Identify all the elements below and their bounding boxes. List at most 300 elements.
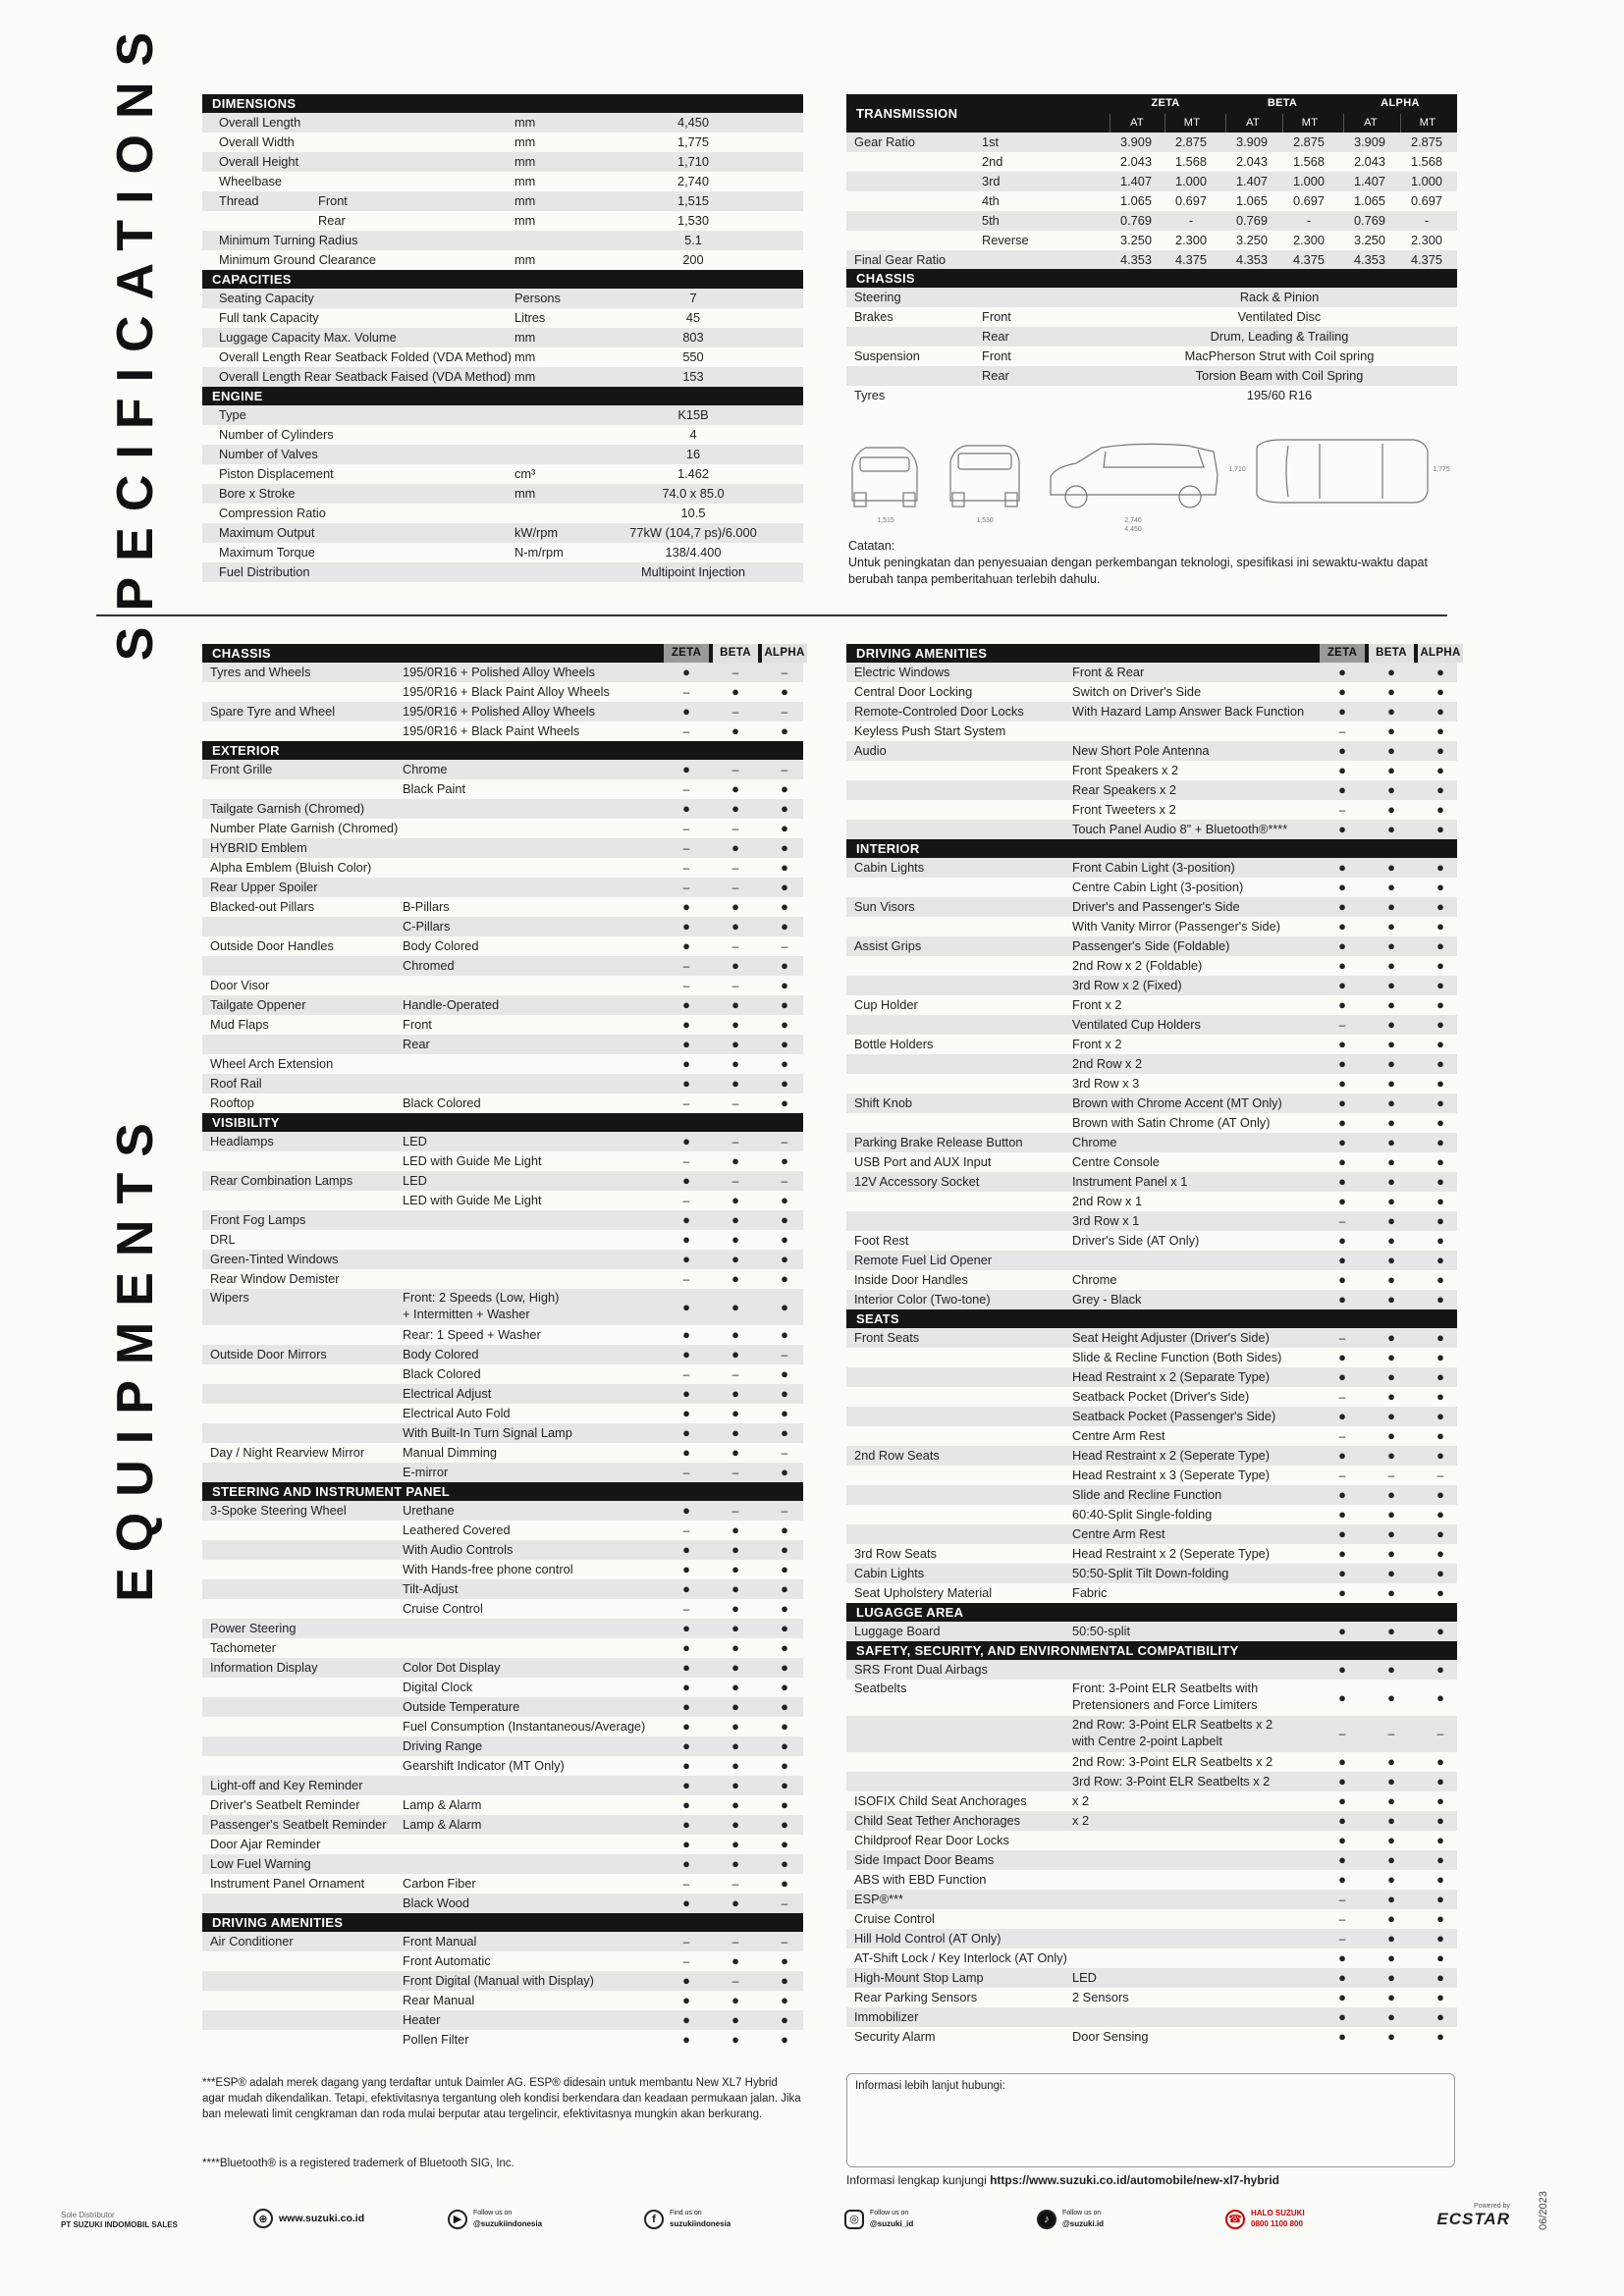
availability-mark: ● [1338, 1076, 1346, 1091]
availability-mark: ● [781, 684, 788, 699]
equipment-spec: LED with Guide Me Light [403, 1193, 542, 1207]
availability-mark: ● [731, 1037, 739, 1051]
availability-mark: ● [1338, 978, 1346, 992]
availability-mark: ● [731, 2032, 739, 2047]
equipment-spec: 3rd Row x 1 [1072, 1213, 1140, 1228]
equipment-spec: Front & Rear [1072, 665, 1145, 679]
availability-mark: ● [1338, 919, 1346, 934]
spec-row [202, 211, 803, 231]
availability-mark: – [781, 939, 788, 953]
availability-mark: ● [1387, 958, 1395, 973]
availability-mark: – [682, 724, 690, 738]
equipment-row [202, 1599, 803, 1619]
equipment-label: Central Door Locking [854, 684, 973, 699]
availability-mark: ● [731, 801, 739, 816]
chassis-spec-value: Rack & Pinion [1239, 290, 1320, 304]
instagram-link[interactable]: ◎ Follow us on @suzuki_id [844, 2209, 913, 2229]
availability-mark: ● [781, 1366, 788, 1381]
availability-mark: ● [1338, 684, 1346, 699]
availability-mark: ● [1338, 880, 1346, 894]
spec-label: Piston Displacement [219, 466, 334, 481]
availability-mark: ● [1436, 1253, 1444, 1267]
spec-value: 138/4.400 [665, 545, 722, 560]
transmission-row [846, 211, 1457, 231]
equipment-label: Passenger's Seatbelt Reminder [210, 1817, 387, 1832]
car-dimension-drawings [844, 432, 1453, 534]
equipment-spec: Manual Dimming [403, 1445, 498, 1460]
availability-mark: ● [1436, 684, 1444, 699]
equipment-spec: Switch on Driver's Side [1072, 684, 1202, 699]
equipment-section-title: INTERIOR [856, 841, 920, 856]
availability-mark: ● [682, 1817, 690, 1832]
availability-mark: ● [781, 1465, 788, 1479]
availability-mark: ● [731, 1993, 739, 2007]
transmission-ratio: 3.250 [1353, 233, 1386, 247]
equipment-row [202, 1035, 803, 1054]
transmission-ratio: 1.000 [1174, 174, 1208, 188]
equipment-spec: 2nd Row: 3-Point ELR Seatbelts x 2 [1072, 1717, 1273, 1732]
availability-mark: ● [731, 997, 739, 1012]
equipment-row [202, 1404, 803, 1423]
youtube-link[interactable]: ▶ Follow us on @suzukiindonesia [448, 2209, 542, 2229]
spec-row [202, 152, 803, 172]
equipment-spec: Head Restraint x 2 (Separate Type) [1072, 1369, 1271, 1384]
availability-mark: ● [1436, 1194, 1444, 1208]
equipment-spec: Brown with Satin Chrome (AT Only) [1072, 1115, 1271, 1130]
availability-mark: ● [1338, 1194, 1346, 1208]
availability-mark: – [731, 822, 739, 835]
availability-mark: ● [1338, 1990, 1346, 2004]
transmission-ratio: 4.353 [1119, 252, 1153, 267]
equipment-row [846, 1152, 1457, 1172]
availability-mark: ● [1436, 938, 1444, 953]
equipment-row [846, 1270, 1457, 1290]
equipment-spec: Fabric [1072, 1585, 1108, 1600]
equipment-row [202, 956, 803, 976]
equipment-spec: 195/0R16 + Black Paint Alloy Wheels [403, 684, 610, 699]
chassis-spec-value: Drum, Leading & Trailing [1210, 329, 1349, 344]
equipment-row [202, 663, 803, 682]
availability-mark: ● [1436, 919, 1444, 934]
equipment-spec-line2: with Centre 2-point Lapbelt [1072, 1734, 1222, 1748]
spec-section-header: CAPACITIES [202, 270, 803, 289]
equipment-row [202, 1364, 803, 1384]
spec-label: Compression Ratio [219, 506, 326, 520]
availability-mark: ● [1436, 1526, 1444, 1541]
equipment-row [202, 1132, 803, 1151]
spec-row [202, 328, 803, 347]
equipment-spec: Front: 3-Point ELR Seatbelts with [1072, 1681, 1259, 1695]
availability-mark: ● [1387, 1448, 1395, 1463]
spec-value: 1,775 [677, 134, 710, 149]
equipment-spec: Front x 2 [1072, 997, 1122, 1012]
spec-unit: mm [514, 330, 536, 345]
equipment-row [846, 761, 1457, 780]
availability-mark: ● [1436, 1624, 1444, 1638]
transmission-row [846, 191, 1457, 211]
equipment-row [202, 1054, 803, 1074]
visit-url-link[interactable]: https://www.suzuki.co.id/automobile/new-xl7-hybrid [990, 2173, 1280, 2187]
equipment-spec: Carbon Fiber [403, 1876, 476, 1891]
availability-mark: ● [1338, 1487, 1346, 1502]
availability-mark: ● [731, 1837, 739, 1851]
equipment-row [846, 1387, 1457, 1407]
availability-mark: ● [731, 1680, 739, 1694]
spec-label: Luggage Capacity Max. Volume [219, 330, 397, 345]
equipment-spec: Black Wood [403, 1896, 470, 1910]
availability-mark: ● [1436, 704, 1444, 719]
equipment-row [846, 1426, 1457, 1446]
availability-mark: – [1338, 1468, 1346, 1482]
equipment-spec: Head Restraint x 2 (Seperate Type) [1072, 1546, 1271, 1561]
equipment-section-header [846, 1309, 1457, 1328]
availability-mark: ● [1387, 1292, 1395, 1307]
availability-mark: – [781, 1348, 788, 1362]
top-view-icon [1257, 440, 1428, 503]
availability-mark: – [781, 666, 788, 679]
equipment-table-right [846, 644, 1461, 2047]
availability-mark: ● [731, 1153, 739, 1168]
equipment-label: Seat Upholstery Material [854, 1585, 993, 1600]
availability-mark: ● [1387, 1409, 1395, 1423]
equipment-row [202, 917, 803, 936]
availability-mark: ● [781, 919, 788, 934]
availability-mark: ● [1387, 1037, 1395, 1051]
equipment-spec: With Hands-free phone control [403, 1562, 573, 1576]
equipment-row [846, 1446, 1457, 1466]
equipment-label: HYBRID Emblem [210, 840, 307, 855]
availability-mark: ● [1387, 822, 1395, 836]
availability-mark: ● [781, 1640, 788, 1655]
spec-value: 10.5 [680, 506, 706, 520]
tiktok-link[interactable]: ♪ Follow us on @suzuki.id [1037, 2209, 1104, 2229]
availability-mark: ● [682, 1347, 690, 1362]
equipment-row [846, 1583, 1457, 1603]
availability-mark: ● [1436, 1546, 1444, 1561]
equipment-label: Low Fuel Warning [210, 1856, 311, 1871]
equipment-row [846, 1211, 1457, 1231]
spec-row [202, 405, 803, 425]
equipment-spec: 2nd Row x 2 [1072, 1056, 1143, 1071]
equipment-label: Air Conditioner [210, 1934, 294, 1949]
availability-mark: ● [781, 1758, 788, 1773]
equipment-label: Mud Flaps [210, 1017, 269, 1032]
availability-mark: – [1338, 1912, 1346, 1926]
availability-mark: ● [1436, 763, 1444, 777]
spec-row [202, 289, 803, 308]
availability-mark: ● [682, 801, 690, 816]
transmission-ratio: 1.407 [1119, 174, 1153, 188]
equipment-row [846, 1192, 1457, 1211]
availability-mark: – [731, 939, 739, 953]
spec-sublabel: Rear [318, 213, 346, 228]
equipment-row [846, 1929, 1457, 1949]
length-label: 4,450 [1124, 526, 1142, 533]
availability-mark: – [1338, 1018, 1346, 1032]
availability-mark: ● [682, 1896, 690, 1910]
transmission-ratio: 2.875 [1292, 134, 1326, 149]
availability-mark: ● [781, 1300, 788, 1314]
facebook-link[interactable]: f Find us on suzukiindonesia [644, 2209, 731, 2229]
equipment-spec: Instrument Panel x 1 [1072, 1174, 1188, 1189]
availability-mark: ● [1436, 1774, 1444, 1789]
availability-mark: ● [682, 1542, 690, 1557]
equipment-spec: Outside Temperature [403, 1699, 520, 1714]
equipment-row [846, 1094, 1457, 1113]
transmission-row [846, 133, 1457, 152]
availability-mark: ● [1436, 1872, 1444, 1887]
equipment-spec: Ventilated Cup Holders [1072, 1017, 1201, 1032]
availability-mark: ● [1387, 1546, 1395, 1561]
equipment-row [202, 721, 803, 741]
availability-mark: ● [731, 1271, 739, 1286]
equipment-spec: 50:50-split [1072, 1624, 1131, 1638]
availability-mark: – [1387, 1468, 1395, 1482]
equipment-spec: Chrome [403, 762, 448, 776]
chassis-spec-row [846, 307, 1457, 327]
availability-mark: ● [1436, 822, 1444, 836]
equipment-spec: With Vanity Mirror (Passenger's Side) [1072, 919, 1280, 934]
equipment-spec: Heater [403, 2012, 441, 2027]
availability-mark: ● [781, 1778, 788, 1792]
equipment-label: Spare Tyre and Wheel [210, 704, 336, 719]
chassis-spec-label: Steering [854, 290, 901, 304]
availability-mark: ● [1436, 1585, 1444, 1600]
equipment-row [846, 1949, 1457, 1968]
spec-unit: Persons [514, 291, 561, 305]
transmission-ratio: 0.697 [1292, 193, 1326, 208]
equipment-section-title: STEERING AND INSTRUMENT PANEL [212, 1484, 450, 1499]
availability-mark: ● [781, 1406, 788, 1420]
spec-row [202, 191, 803, 211]
equipment-row [846, 1054, 1457, 1074]
availability-mark: ● [1387, 802, 1395, 817]
transmission-ratio: 3.250 [1119, 233, 1153, 247]
availability-mark: ● [682, 1738, 690, 1753]
availability-mark: ● [1436, 1076, 1444, 1091]
equipment-spec: x 2 [1072, 1793, 1090, 1808]
chassis-spec-row [846, 386, 1457, 405]
equipment-label: Cabin Lights [854, 860, 925, 875]
equipment-row [202, 1269, 803, 1289]
availability-mark: ● [731, 1542, 739, 1557]
availability-mark: ● [1436, 1662, 1444, 1677]
availability-mark: ● [1436, 665, 1444, 679]
availability-mark: ● [1387, 684, 1395, 699]
spec-row [202, 347, 803, 367]
equipment-row [202, 976, 803, 995]
availability-mark: ● [1436, 1233, 1444, 1248]
equipment-spec: 60:40-Split Single-folding [1072, 1507, 1213, 1522]
availability-mark: ● [781, 1993, 788, 2007]
availability-mark: ● [682, 1778, 690, 1792]
equipment-row [846, 878, 1457, 897]
transmission-ratio: 1.568 [1174, 154, 1208, 169]
availability-mark: ● [1436, 723, 1444, 738]
availability-mark: ● [781, 801, 788, 816]
equipment-spec: Front Tweeters x 2 [1072, 802, 1176, 817]
wheelbase-label: 2,740 [1124, 517, 1142, 524]
equipment-label: Luggage Board [854, 1624, 941, 1638]
availability-mark: ● [682, 704, 690, 719]
spec-row [202, 562, 803, 582]
equipment-spec: 2nd Row x 1 [1072, 1194, 1143, 1208]
spec-unit: mm [514, 193, 536, 208]
equipment-row [846, 702, 1457, 721]
equipment-label: Tailgate Garnish (Chromed) [210, 801, 365, 816]
availability-mark: ● [1436, 1892, 1444, 1906]
availability-mark: ● [682, 1680, 690, 1694]
equipment-row [202, 1015, 803, 1035]
equipment-row [202, 1854, 803, 1874]
equipment-row [202, 779, 803, 799]
spec-label: Number of Valves [219, 447, 318, 461]
website-link[interactable]: ⊕ www.suzuki.co.id [253, 2209, 364, 2228]
spec-value: 4,450 [677, 115, 710, 130]
availability-mark: ● [731, 1601, 739, 1616]
equipment-section-header [202, 1482, 803, 1501]
availability-mark: – [781, 1935, 788, 1949]
availability-mark: – [731, 1367, 739, 1381]
equipment-section-header [202, 644, 803, 663]
availability-mark: ● [781, 1522, 788, 1537]
availability-mark: ● [781, 1660, 788, 1675]
transmission-ratio: 1.000 [1410, 174, 1443, 188]
spec-row [202, 445, 803, 464]
availability-mark: – [682, 1096, 690, 1110]
variant-column-zeta: ZETA [1320, 644, 1365, 663]
equipment-row [202, 1678, 803, 1697]
availability-mark: – [731, 1135, 739, 1148]
spec-row [202, 504, 803, 523]
spec-unit: mm [514, 486, 536, 501]
height-label: 1,710 [1228, 466, 1246, 473]
equipment-row [202, 995, 803, 1015]
transmission-subheader: AT [1343, 114, 1397, 133]
spec-unit: kW/rpm [514, 525, 559, 540]
equipment-row [846, 1290, 1457, 1309]
availability-mark: ● [1387, 1793, 1395, 1808]
availability-mark: ● [682, 2012, 690, 2027]
ecstar-logo: Powered by ECSTAR [1436, 2203, 1510, 2228]
availability-mark: ● [781, 1856, 788, 1871]
availability-mark: ● [731, 1738, 739, 1753]
equipment-row [846, 897, 1457, 917]
availability-mark: ● [1436, 1213, 1444, 1228]
equipment-label: AT-Shift Lock / Key Interlock (AT Only) [854, 1950, 1067, 1965]
availability-mark: ● [1387, 1076, 1395, 1091]
equipment-row [846, 1968, 1457, 1988]
variant-header-zeta: ZETA [1151, 97, 1180, 109]
spec-row [202, 523, 803, 543]
spec-row [202, 172, 803, 191]
equipment-row [846, 2007, 1457, 2027]
equipment-label: Security Alarm [854, 2029, 936, 2044]
availability-mark: ● [781, 1193, 788, 1207]
equipment-row [846, 1231, 1457, 1251]
availability-mark: ● [781, 1738, 788, 1753]
availability-mark: ● [1436, 1852, 1444, 1867]
equipment-section-title: LUGAGGE AREA [856, 1605, 964, 1620]
availability-mark: ● [682, 1973, 690, 1988]
availability-mark: – [781, 1135, 788, 1148]
spec-unit: N-m/rpm [514, 545, 564, 560]
transmission-ratio: 1.407 [1353, 174, 1386, 188]
availability-mark: ● [1387, 938, 1395, 953]
availability-mark: ● [1387, 1135, 1395, 1149]
availability-mark: ● [1338, 665, 1346, 679]
availability-mark: – [1436, 1727, 1444, 1740]
equipment-row [846, 1752, 1457, 1772]
availability-mark: ● [1387, 1892, 1395, 1906]
availability-mark: ● [781, 1271, 788, 1286]
equipment-row [202, 838, 803, 858]
availability-mark: ● [1436, 1950, 1444, 1965]
availability-mark: ● [781, 1037, 788, 1051]
width-label: 1,775 [1433, 466, 1450, 473]
availability-mark: ● [731, 899, 739, 914]
availability-mark: ● [1338, 958, 1346, 973]
equipment-row [202, 1210, 803, 1230]
availability-mark: – [731, 1466, 739, 1479]
availability-mark: ● [682, 1386, 690, 1401]
transmission-gear: Reverse [982, 233, 1029, 247]
equipment-label: Rear Window Demister [210, 1271, 340, 1286]
equipment-spec: LED [1072, 1970, 1097, 1985]
spec-section-header: DIMENSIONS [202, 94, 803, 113]
availability-mark: – [731, 1877, 739, 1891]
availability-mark: ● [682, 1856, 690, 1871]
availability-mark: ● [1436, 1095, 1444, 1110]
availability-mark: ● [682, 1017, 690, 1032]
equipment-label: Wheel Arch Extension [210, 1056, 334, 1071]
transmission-ratio: 1.065 [1235, 193, 1269, 208]
equipment-row [846, 1505, 1457, 1524]
availability-mark: ● [1387, 1566, 1395, 1580]
availability-mark: ● [731, 684, 739, 699]
equipment-section-header [846, 1641, 1457, 1660]
variant-column-alpha: ALPHA [762, 644, 807, 663]
equipment-section-title: EXTERIOR [212, 743, 280, 758]
halo-suzuki-badge: ☎ HALO SUZUKI 0800 1100 800 [1225, 2209, 1305, 2229]
spec-value: 803 [682, 330, 704, 345]
front-track-label: 1,515 [877, 517, 894, 524]
spec-section-header: ENGINE [202, 387, 803, 405]
equipment-section-header [202, 1113, 803, 1132]
catatan-note: Catatan: Untuk peningkatan dan penyesuaian dengan perkembangan teknologi, spesifikasi ini sewaktu-waktu dapat berubah tanpa pemberitahuan terlebih dahulu. [848, 539, 1428, 586]
availability-mark: ● [731, 1425, 739, 1440]
equipment-row [846, 1113, 1457, 1133]
equipment-section-title: SEATS [856, 1311, 899, 1326]
availability-mark: ● [682, 1699, 690, 1714]
availability-mark: ● [1338, 1448, 1346, 1463]
equipment-row [202, 1894, 803, 1913]
chassis-spec-label: Suspension [854, 348, 920, 363]
availability-mark: ● [781, 1581, 788, 1596]
availability-mark: ● [1338, 1409, 1346, 1423]
equipment-label: Remote Fuel Lid Opener [854, 1253, 993, 1267]
bluetooth-note: ****Bluetooth® is a registered trademerk of Bluetooth SIG, Inc. [202, 2158, 514, 2169]
equipment-spec: Front Manual [403, 1934, 477, 1949]
availability-mark: ● [1436, 958, 1444, 973]
side-view-icon [1051, 444, 1218, 495]
availability-mark: ● [731, 1300, 739, 1314]
equipment-spec: 2nd Row: 3-Point ELR Seatbelts x 2 [1072, 1754, 1273, 1769]
equipment-spec: 3rd Row x 2 (Fixed) [1072, 978, 1182, 992]
availability-mark: ● [781, 1562, 788, 1576]
availability-mark: ● [682, 1445, 690, 1460]
availability-mark: ● [731, 1386, 739, 1401]
